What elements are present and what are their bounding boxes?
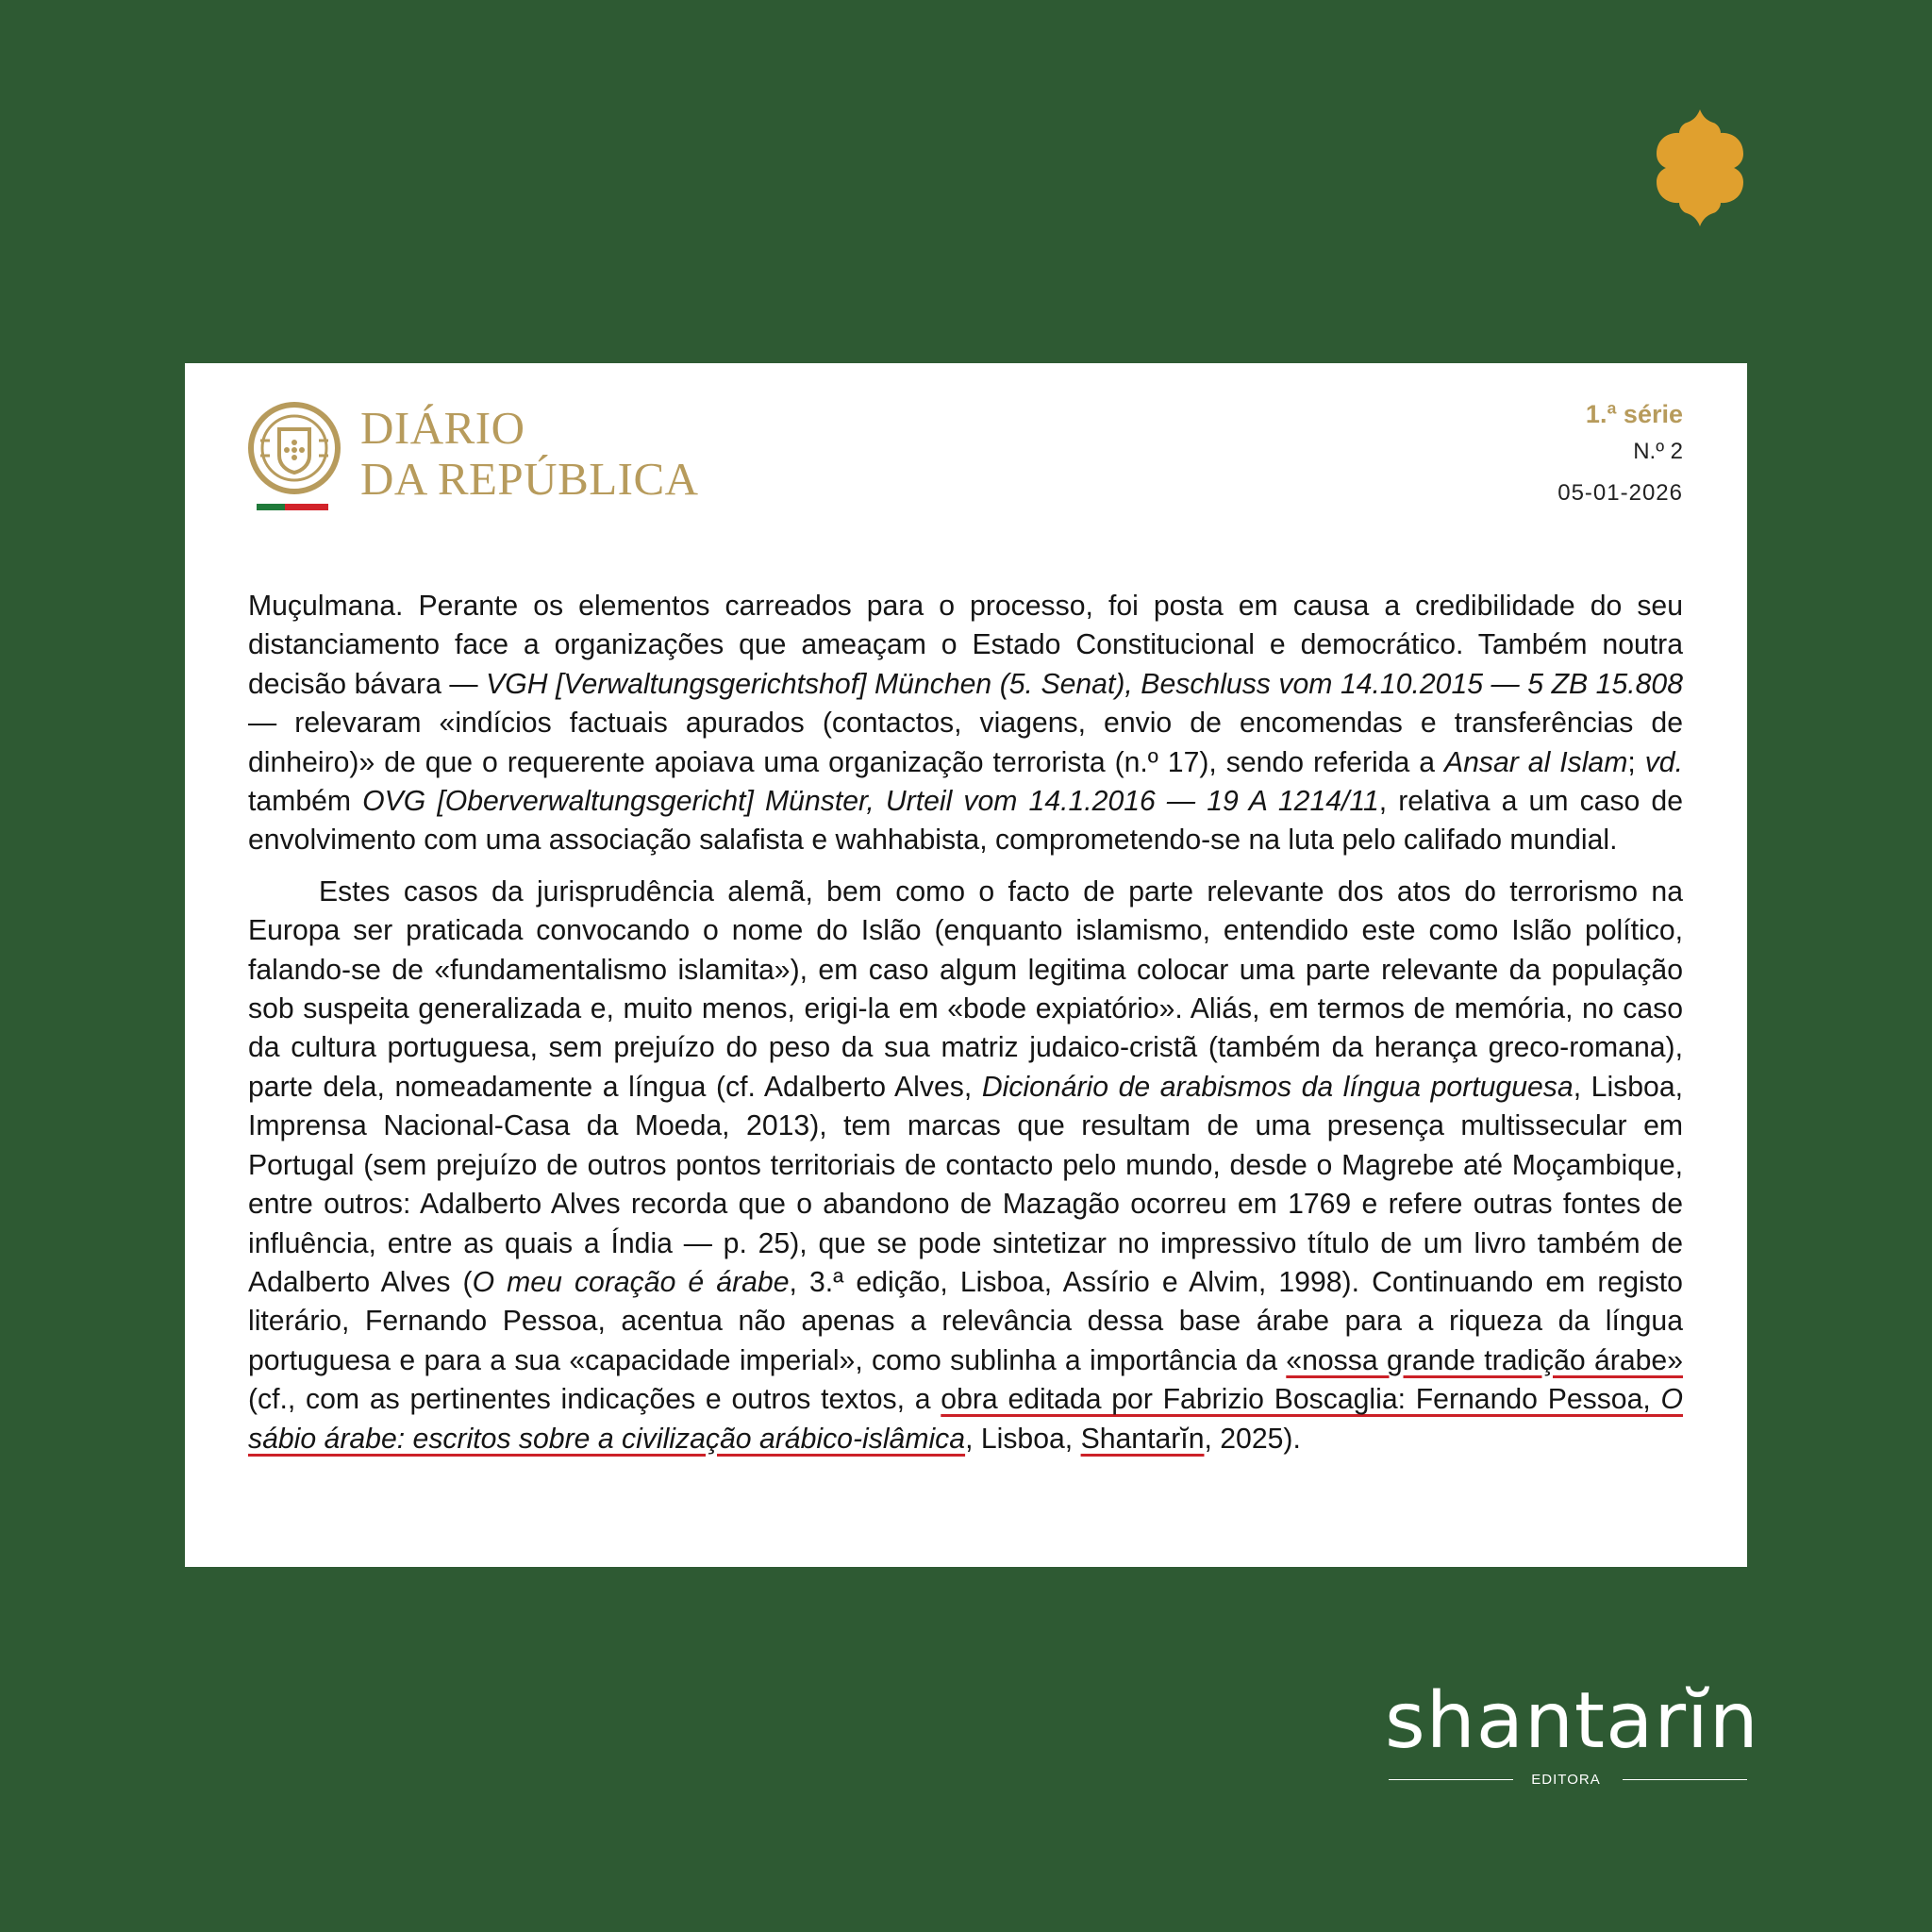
- brand-subtitle: EDITORA: [1531, 1772, 1601, 1788]
- issue-number: N.º 2: [1633, 439, 1683, 464]
- issue-date: 05-01-2026: [1557, 480, 1683, 506]
- italic-run: Ansar al Islam: [1443, 746, 1628, 778]
- text-run: , relativa a um caso de envolvimento com uma associação salafista e wahhabista, comprometendo-se na luta pelo califado mundial.: [248, 786, 1684, 857]
- document-card: [185, 363, 1747, 1567]
- italic-run: vd.: [1644, 746, 1683, 778]
- text-run: (cf., com as pertinentes indicações e outros textos, a: [248, 1384, 941, 1416]
- italic-run: O meu coração é árabe: [472, 1266, 790, 1298]
- title-line1: DIÁRIO: [360, 402, 525, 454]
- shantarin-logo: [1385, 1676, 1759, 1792]
- text-run: também: [248, 786, 363, 818]
- italic-run: Dicionário de arabismos da língua portuguesa: [981, 1071, 1574, 1103]
- text-run: , Lisboa,: [965, 1423, 1081, 1455]
- underlined-reference: obra editada por Fabrizio Boscaglia: Fernando Pessoa,: [941, 1384, 1661, 1416]
- underlined-book-title: O sábio árabe: escritos sobre a civilização arábico-islâmica: [248, 1384, 1683, 1455]
- text-run: — relevaram «indícios factuais apurados (contactos, viagens, envio de encomendas e transferências de dinheiro)» de que o requerente apoiava uma organização terrorista (n.º 17), sendo referida a: [248, 708, 1683, 778]
- diario-logo: [247, 401, 757, 524]
- flag-stripe: [257, 504, 328, 510]
- ornament-icon: [1655, 109, 1745, 226]
- brand-name: shantarĭn: [1385, 1676, 1759, 1766]
- coat-of-arms-icon: [247, 401, 341, 495]
- series-label: 1.ª série: [1585, 400, 1683, 428]
- issue-info: [1557, 397, 1683, 514]
- document-body: [248, 587, 1683, 1458]
- text-run: , 3.ª edição, Lisboa, Assírio e Alvim, 1998). Continuando em registo literário, Fernando Pessoa, acentua não apenas a relevância dessa base árabe para a riqueza da língua portuguesa e para a sua «capacidade imperial», como sublinha a importância da: [248, 1266, 1683, 1376]
- brand-subtitle-row: [1385, 1768, 1747, 1792]
- divider: [1623, 1779, 1747, 1780]
- title-line2: DA REPÚBLICA: [360, 453, 699, 505]
- diario-wordmark: [360, 403, 699, 505]
- text-run: , 2025).: [1204, 1423, 1301, 1455]
- text-run: Muçulmana. Perante os elementos carreados para o processo, foi posta em causa a credibilidade do seu distanciamento face a organizações que ameaçam o Estado Constitucional e democrático. Também noutra decisão bávara —: [248, 591, 1683, 700]
- divider: [1389, 1779, 1513, 1780]
- paragraph-1: [248, 587, 1683, 860]
- text-run: , Lisboa, Imprensa Nacional-Casa da Moeda, 2013), tem marcas que resultam de uma presença multissecular em Portugal (sem prejuízo de outros pontos territoriais de contacto pelo mundo, desde o Magrebe até Moçambique, entre outros: Adalberto Alves recorda que o abandono de Mazagão ocorreu em 1769 e refere outras fontes de influência, entre as quais a Índia — p. 25), que se pode sintetizar no impressivo título de um livro também de Adalberto Alves (: [248, 1071, 1684, 1298]
- text-run: Estes casos da jurisprudência alemã, bem como o facto de parte relevante dos atos do terrorismo na Europa ser praticada convocando o nome do Islão (enquanto islamismo, entendido este como Islão político, falando-se de «fundamentalismo islamita»), em caso algum legitima colocar uma parte relevante da população sob suspeita generalizada e, muito menos, erigi-la em «bode expiatório». Aliás, em termos de memória, no caso da cultura portuguesa, sem prejuízo do peso da sua matriz judaico-cristã (também da herança greco-romana), parte dela, nomeadamente a língua (cf. Adalberto Alves,: [248, 875, 1683, 1103]
- underlined-publisher: Shantarĭn: [1080, 1423, 1205, 1455]
- underlined-quote: «nossa grande tradição árabe»: [1286, 1344, 1683, 1376]
- paragraph-2: [248, 873, 1683, 1458]
- text-run: ;: [1627, 746, 1645, 778]
- italic-run: OVG [Oberverwaltungsgericht] Münster, Urteil vom 14.1.2016 — 19 A 1214/11: [362, 786, 1379, 818]
- italic-run: VGH [Verwaltungsgerichtshof] München (5. Senat), Beschluss vom 14.10.2015 — 5 ZB 15.808: [486, 668, 1684, 700]
